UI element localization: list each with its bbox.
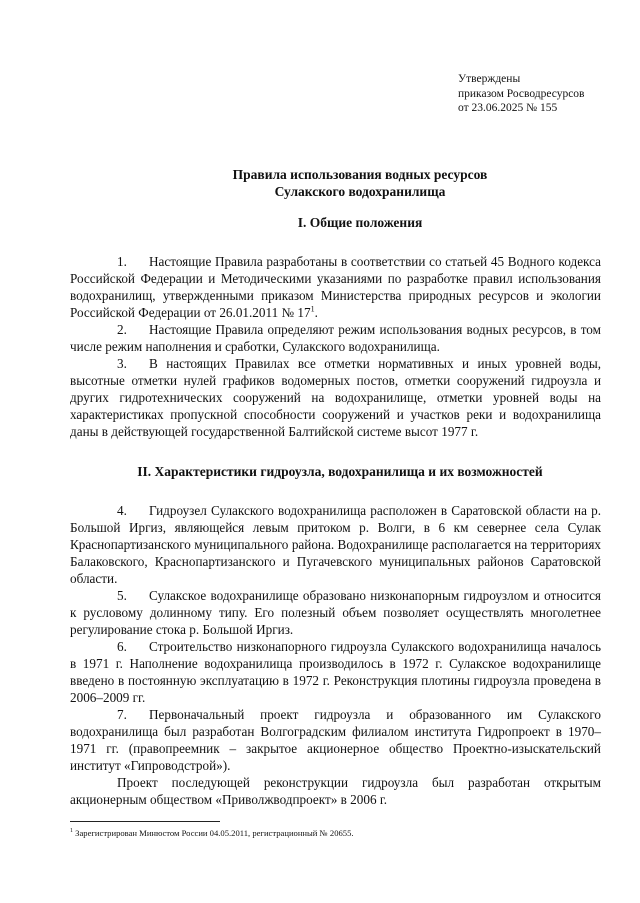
paragraph-number: 5. xyxy=(117,588,127,603)
paragraph-5 xyxy=(70,587,601,638)
footnote-reference: 1 xyxy=(310,304,315,314)
document-title-line-2: Сулакского водохранилища xyxy=(274,183,446,199)
paragraph-7 xyxy=(70,706,601,774)
paragraph-text: Сулакское водохранилище образовано низконапорным гидроузлом и относится к русловому долинному типу. Его полезный объем позволяет осуществлять многолетнее регулирование стока р. Большой Иргиз. xyxy=(70,588,601,637)
approval-line-3: от 23.06.2025 № 155 xyxy=(458,102,558,114)
approval-line-2: приказом Росводресурсов xyxy=(458,87,585,100)
approval-stamp xyxy=(458,72,628,116)
approval-line-1: Утверждены xyxy=(458,73,521,85)
footnote-separator xyxy=(70,821,220,822)
paragraph-text: Настоящие Правила определяют режим использования водных ресурсов, в том числе режим наполнения и сработки, Сулакского водохранилища. xyxy=(70,322,601,354)
footnote-mark: 1 xyxy=(70,828,73,834)
paragraph-number: 1. xyxy=(117,254,127,269)
footnote-text: Зарегистрирован Минюстом России 04.05.2011, регистрационный № 20655. xyxy=(75,827,354,838)
paragraph-text: Проект последующей реконструкции гидроузла был разработан открытым акционерным обществом «Приволжводпроект» в 2006 г. xyxy=(70,775,601,807)
paragraph-2 xyxy=(70,321,601,355)
paragraph-text: Первоначальный проект гидроузла и образованного им Сулакского водохранилища был разработан Волгоградским филиалом института Гидропроект в 1970–1971 гг. (правопреемник – закрытое акционерное общество Проектно-изыскательский институт «Гипроводстрой»). xyxy=(70,707,601,773)
paragraph-number: 6. xyxy=(117,639,127,654)
section-characteristics-body xyxy=(70,502,601,808)
paragraph-number: 2. xyxy=(117,322,127,337)
paragraph-4 xyxy=(70,502,601,587)
section-general-body xyxy=(70,253,601,440)
paragraph-tail: . xyxy=(314,305,318,320)
paragraph-text: Гидроузел Сулакского водохранилища расположен в Саратовской области на р. Большой Иргиз, являющейся левым притоком р. Волги, в 6 км севернее села Сулак Краснопартизанского муниципального района. Водохранилище располагается на территориях Балаковского, Краснопартизанского и Пугачевского муниципальных районов Саратовской области. xyxy=(70,503,601,586)
paragraph-1 xyxy=(70,253,601,321)
paragraph-7-continuation xyxy=(70,774,601,808)
footnote xyxy=(70,826,600,839)
section-heading-general: I. Общие положения xyxy=(297,215,423,230)
section-heading-characteristics: II. Характеристики гидроузла, водохранилища и их возможностей xyxy=(137,464,543,479)
paragraph-number: 7. xyxy=(117,707,127,722)
paragraph-3 xyxy=(70,355,601,440)
paragraph-text: Строительство низконапорного гидроузла Сулакского водохранилища началось в 1971 г. Наполнение водохранилища производилось в 1972 г. Сулакское водохранилище введено в постоянную эксплуатацию в 1972 г. Реконструкция плотины гидроузла проведена в 2006–2009 гг. xyxy=(70,639,601,705)
paragraph-text: Настоящие Правила разработаны в соответствии со статьей 45 Водного кодекса Российской Федерации и Методическими указаниями по разработке правил использования водохранилищ, утвержденными приказом Министерства природных ресурсов и экологии Российской Федерации от 26.01.2011 № 17 xyxy=(70,254,601,320)
paragraph-number: 4. xyxy=(117,503,127,518)
paragraph-6 xyxy=(70,638,601,706)
paragraph-number: 3. xyxy=(117,356,127,371)
document-title xyxy=(80,167,640,200)
document-title-line-1: Правила использования водных ресурсов xyxy=(232,167,488,182)
paragraph-text: В настоящих Правилах все отметки нормативных и иных уровней воды, высотные отметки нулей графиков водомерных постов, отметки сооружений гидроузла и других гидротехнических сооружений на водохранилище, отметки уровней воды на характеристиках пропускной способности сооружений и участков реки и водохранилища даны в действующей государственной Балтийской системе высот 1977 г. xyxy=(70,356,601,439)
